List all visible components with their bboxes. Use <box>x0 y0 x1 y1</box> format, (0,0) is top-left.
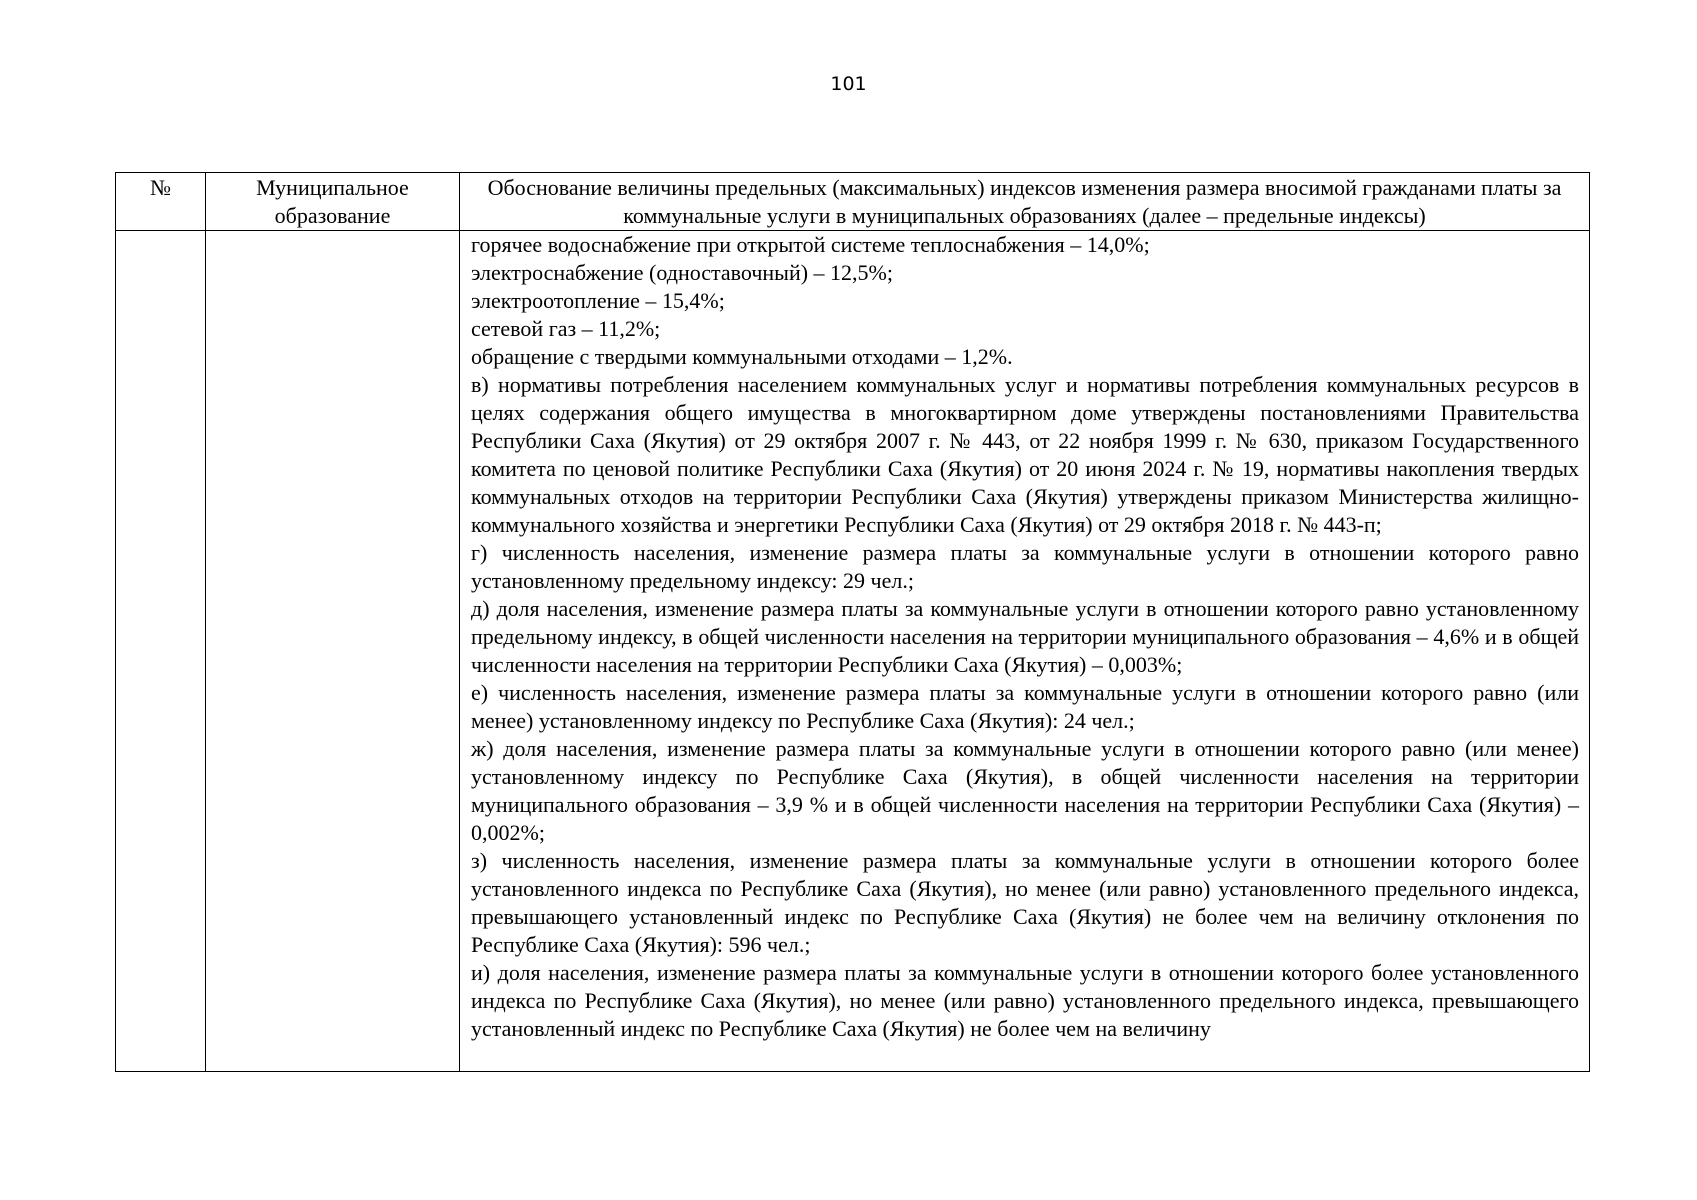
table-header-row <box>116 173 1590 231</box>
cell-number <box>116 231 206 1072</box>
paragraph-g-population: г) численность населения, изменение размера платы за коммунальные услуги в отношении которого равно установленному предельному индексу: 29 чел.; <box>471 540 1579 593</box>
cell-municipality <box>206 231 460 1072</box>
paragraph-hot-water: горячее водоснабжение при открытой системе теплоснабжения – 14,0%; <box>471 232 1150 257</box>
header-justification: Обоснование величины предельных (максимальных) индексов изменения размера вносимой гражданами платы за коммунальные услуги в муниципальных образованиях (далее – предельные индексы) <box>460 173 1590 231</box>
header-municipality: Муниципальное образование <box>206 173 460 231</box>
paragraph-zh-share: ж) доля населения, изменение размера платы за коммунальные услуги в отношении которого равно (или менее) установленному индексу по Республике Саха (Якутия), в общей численности населения на территории муниципального образования – 3,9 % и в общей численности населения на территории Республики Саха (Якутия) – 0,002%; <box>471 736 1579 845</box>
paragraph-i-share: и) доля населения, изменение размера платы за коммунальные услуги в отношении которого более установленного индекса по Республике Саха (Якутия), но менее (или равно) установленного предельного индекса, превышающего установленный индекс по Республике Саха (Якутия) не более чем на величину <box>471 960 1579 1041</box>
paragraph-d-share: д) доля населения, изменение размера платы за коммунальные услуги в отношении которого равно установленному предельному индексу, в общей численности населения на территории муниципального образования – 4,6% и в общей численности населения на территории Республики Саха (Якутия) – 0,003%; <box>471 596 1579 677</box>
paragraph-v-norms: в) нормативы потребления населением коммунальных услуг и нормативы потребления коммунальных ресурсов в целях содержания общего имущества в многоквартирном доме утверждены постановлениями Правительства Республики Саха (Якутия) от 29 октября 2007 г. № 443, от 22 ноября 1999 г. № 630, приказом Государственного комитета по ценовой политике Республики Саха (Якутия) от 20 июня 2024 г. № 19, нормативы накопления твердых коммунальных отходов на территории Республики Саха (Якутия) утверждены приказом Министерства жилищно-коммунального хозяйства и энергетики Республики Саха (Якутия) от 29 октября 2018 г. № 443-п; <box>471 372 1579 537</box>
indices-table <box>115 172 1590 1072</box>
table-row <box>116 231 1590 1072</box>
paragraph-e-population: е) численность населения, изменение размера платы за коммунальные услуги в отношении которого равно (или менее) установленному индексу по Республике Саха (Якутия): 24 чел.; <box>471 680 1579 733</box>
paragraph-solid-waste: обращение с твердыми коммунальными отходами – 1,2%. <box>471 344 1013 369</box>
header-number: № <box>116 173 206 231</box>
paragraph-electric-heating: электроотопление – 15,4%; <box>471 288 725 313</box>
cell-justification <box>460 231 1590 1072</box>
paragraph-z-population: з) численность населения, изменение размера платы за коммунальные услуги в отношении которого более установленного индекса по Республике Саха (Якутия), но менее (или равно) установленного предельного индекса, превышающего установленный индекс по Республике Саха (Якутия) не более чем на величину отклонения по Республике Саха (Якутия): 596 чел.; <box>471 848 1579 957</box>
paragraph-electricity: электроснабжение (одноставочный) – 12,5%; <box>471 260 893 285</box>
paragraph-gas: сетевой газ – 11,2%; <box>471 316 661 341</box>
page-number: 101 <box>830 73 867 95</box>
